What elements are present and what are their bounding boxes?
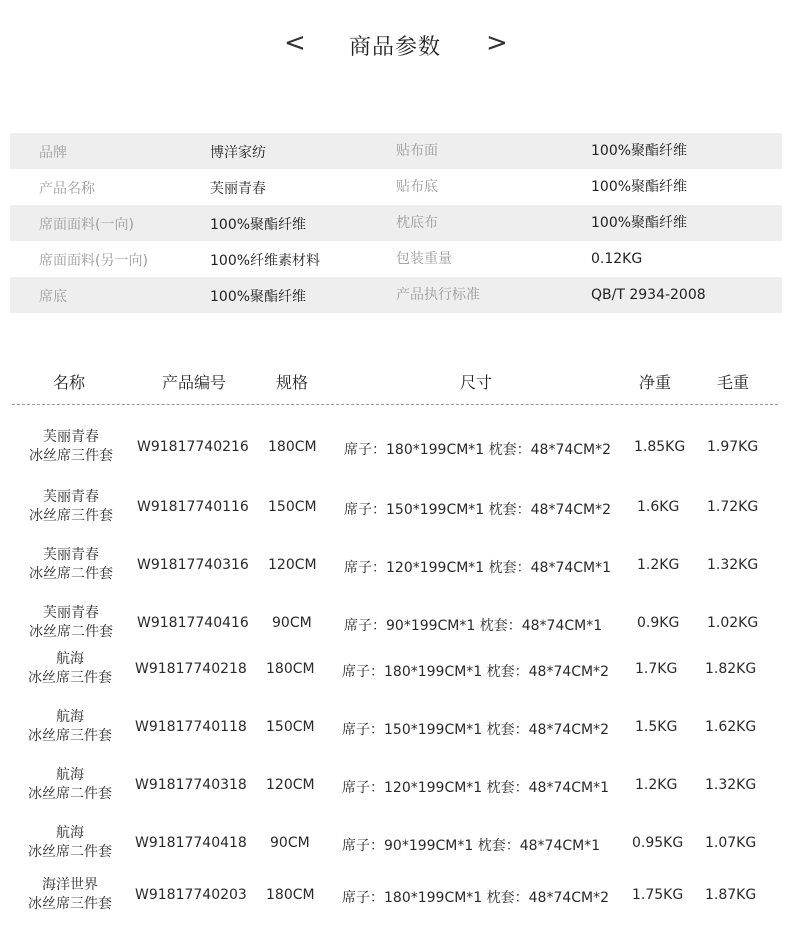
product-name [10, 650, 130, 688]
product-name-line: 航海 [56, 651, 84, 667]
param-row [10, 169, 782, 205]
product-net-weight: 1.5KG [635, 719, 678, 735]
product-name-line: 芙丽青春 [43, 489, 99, 505]
product-spec: 150CM [268, 499, 317, 515]
product-code: W91817740203 [135, 887, 247, 903]
product-gross-weight: 1.72KG [707, 499, 759, 515]
product-gross-weight: 1.97KG [707, 439, 759, 455]
product-name [10, 824, 130, 862]
header-net: 净重 [639, 373, 672, 392]
product-gross-weight: 1.02KG [707, 615, 759, 631]
param-key: 产品名称 [39, 181, 95, 197]
product-gross-weight: 1.07KG [705, 835, 757, 851]
param-row [10, 205, 782, 241]
param-row [10, 277, 782, 313]
product-net-weight: 1.75KG [632, 887, 684, 903]
header-code: 产品编号 [162, 373, 227, 392]
param-value: 芙丽青春 [210, 181, 266, 197]
product-size: 席子：90*199CM*1 枕套：48*74CM*1 [344, 618, 603, 634]
product-spec: 180CM [266, 887, 315, 903]
product-name-line: 冰丝席三件套 [29, 448, 113, 464]
table-row [0, 604, 790, 644]
param-value: 100%聚酯纤维 [210, 289, 307, 305]
param-row [10, 133, 782, 169]
product-gross-weight: 1.82KG [705, 661, 757, 677]
product-spec: 90CM [270, 835, 310, 851]
product-code: W91817740116 [137, 499, 249, 515]
param-key: 包装重量 [396, 251, 452, 267]
product-code: W91817740118 [135, 719, 247, 735]
product-net-weight: 1.85KG [634, 439, 686, 455]
table-row [0, 766, 790, 806]
product-name [11, 546, 131, 584]
product-net-weight: 0.9KG [637, 615, 680, 631]
product-gross-weight: 1.32KG [707, 557, 759, 573]
param-key: 贴布底 [396, 179, 438, 195]
product-name-line: 冰丝席三件套 [28, 728, 112, 744]
param-value: 100%纤维素材料 [210, 253, 321, 269]
product-name-line: 航海 [56, 767, 84, 783]
header-name: 名称 [53, 373, 86, 392]
table-header [12, 360, 778, 405]
product-spec: 180CM [266, 661, 315, 677]
table-row [0, 488, 790, 528]
product-table [0, 360, 790, 912]
product-net-weight: 1.2KG [635, 777, 678, 793]
product-spec: 90CM [272, 615, 312, 631]
product-name-line: 芙丽青春 [43, 605, 99, 621]
product-name-line: 冰丝席三件套 [28, 670, 112, 686]
table-row [0, 428, 790, 468]
product-name-line: 冰丝席二件套 [28, 844, 112, 860]
param-key: 席面面料(另一向) [39, 253, 148, 269]
product-name [10, 876, 130, 914]
param-key: 席底 [39, 289, 67, 305]
table-row [0, 824, 790, 864]
product-size: 席子：180*199CM*1 枕套：48*74CM*2 [342, 890, 610, 906]
product-size: 席子：120*199CM*1 枕套：48*74CM*1 [344, 560, 612, 576]
section-header [0, 28, 790, 68]
params-table [10, 133, 782, 313]
param-value: 100%聚酯纤维 [591, 215, 688, 231]
product-code: W91817740418 [135, 835, 247, 851]
product-spec: 120CM [266, 777, 315, 793]
param-key: 产品执行标准 [396, 287, 480, 303]
prev-arrow[interactable]: < [284, 28, 306, 58]
param-value: 100%聚酯纤维 [210, 217, 307, 233]
product-name-line: 冰丝席二件套 [28, 786, 112, 802]
product-size: 席子：90*199CM*1 枕套：48*74CM*1 [342, 838, 601, 854]
product-gross-weight: 1.32KG [705, 777, 757, 793]
param-key: 贴布面 [396, 143, 438, 159]
product-name-line: 冰丝席二件套 [29, 566, 113, 582]
product-size: 席子：120*199CM*1 枕套：48*74CM*1 [342, 780, 610, 796]
product-gross-weight: 1.62KG [705, 719, 757, 735]
product-net-weight: 0.95KG [632, 835, 684, 851]
section-title: 商品参数 [348, 35, 441, 60]
product-size: 席子：150*199CM*1 枕套：48*74CM*2 [342, 722, 610, 738]
param-key: 席面面料(一向) [39, 217, 134, 233]
product-name-line: 航海 [56, 709, 84, 725]
product-code: W91817740416 [137, 615, 249, 631]
product-size: 席子：150*199CM*1 枕套：48*74CM*2 [344, 502, 612, 518]
product-name-line: 芙丽青春 [43, 547, 99, 563]
param-key: 枕底布 [396, 215, 438, 231]
table-row [0, 546, 790, 586]
product-spec: 120CM [268, 557, 317, 573]
table-row [0, 708, 790, 748]
product-name [11, 488, 131, 526]
table-row [0, 876, 790, 916]
header-gross: 毛重 [717, 373, 750, 392]
product-name [11, 428, 131, 466]
param-value: QB/T 2934-2008 [591, 287, 706, 303]
product-net-weight: 1.6KG [637, 499, 680, 515]
param-value: 博洋家纺 [210, 145, 266, 161]
product-name-line: 冰丝席二件套 [29, 624, 113, 640]
product-spec: 150CM [266, 719, 315, 735]
param-key: 品牌 [39, 145, 67, 161]
product-code: W91817740318 [135, 777, 247, 793]
product-net-weight: 1.7KG [635, 661, 678, 677]
param-value: 0.12KG [591, 251, 643, 267]
header-size: 尺寸 [460, 373, 493, 392]
product-name-line: 海洋世界 [42, 877, 98, 893]
product-code: W91817740216 [137, 439, 249, 455]
product-gross-weight: 1.87KG [705, 887, 757, 903]
product-net-weight: 1.2KG [637, 557, 680, 573]
param-row [10, 241, 782, 277]
next-arrow[interactable]: > [486, 28, 508, 58]
product-name-line: 冰丝席三件套 [28, 896, 112, 912]
product-size: 席子：180*199CM*1 枕套：48*74CM*2 [344, 442, 612, 458]
product-name [11, 604, 131, 642]
header-spec: 规格 [276, 373, 309, 392]
product-code: W91817740218 [135, 661, 247, 677]
product-name-line: 航海 [56, 825, 84, 841]
table-row [0, 650, 790, 690]
product-name-line: 芙丽青春 [43, 429, 99, 445]
product-size: 席子：180*199CM*1 枕套：48*74CM*2 [342, 664, 610, 680]
product-name-line: 冰丝席三件套 [29, 508, 113, 524]
param-value: 100%聚酯纤维 [591, 143, 688, 159]
product-name [10, 766, 130, 804]
product-spec: 180CM [268, 439, 317, 455]
param-value: 100%聚酯纤维 [591, 179, 688, 195]
product-name [10, 708, 130, 746]
product-code: W91817740316 [137, 557, 249, 573]
